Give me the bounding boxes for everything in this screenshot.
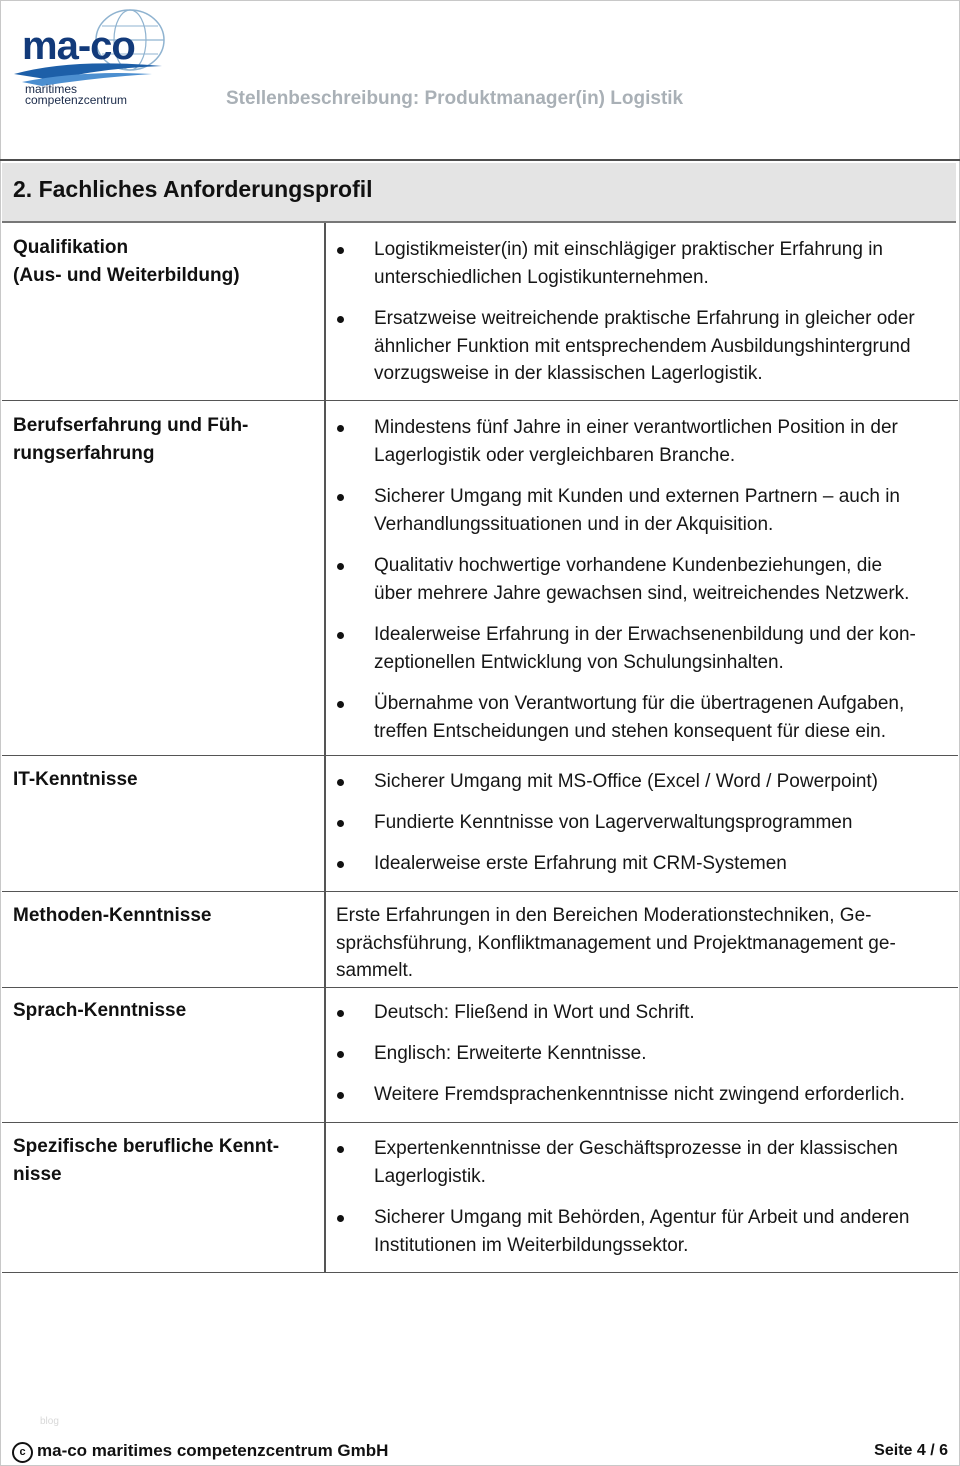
document-title: Stellenbeschreibung: Produktmanager(in) Logistik: [226, 88, 684, 109]
list-item: [336, 690, 946, 745]
list-item-line: Ersatzweise weitreichende praktische Erfahrung in gleicher oder: [374, 308, 915, 329]
bullet-icon: [337, 779, 344, 786]
row-content: [336, 902, 946, 985]
section-title: 2. Fachliches Anforderungsprofil: [13, 176, 373, 202]
list-item-line: Sicherer Umgang mit Kunden und externen Partnern – auch in: [374, 486, 900, 507]
row-label-line: rungserfahrung: [13, 443, 155, 464]
row-label: [13, 234, 303, 290]
list-item-line: Logistikmeister(in) mit einschlägiger praktischer Erfahrung in: [374, 239, 883, 260]
list-item: [336, 1081, 946, 1109]
row-label-line: nisse: [13, 1164, 62, 1185]
bullet-icon: [337, 494, 344, 501]
bullet-icon: [337, 701, 344, 708]
bullet-icon: [337, 316, 344, 323]
list-item-line: Sicherer Umgang mit Behörden, Agentur für Arbeit und anderen: [374, 1207, 910, 1228]
list-item-line: vorzugsweise in der klassischen Lagerlogistik.: [374, 363, 763, 384]
column-divider: [324, 223, 326, 400]
list-item: [336, 1204, 946, 1259]
list-item-line: treffen Entscheidungen und stehen konsequent für diese ein.: [374, 720, 886, 742]
bullet-icon: [337, 1146, 344, 1153]
row-label-line: Berufserfahrung und Füh-: [13, 415, 249, 436]
list-item-line: Mindestens fünf Jahre in einer verantwortlichen Position in der: [374, 417, 898, 438]
list-item-line: Lagerlogistik oder vergleichbaren Branche.: [374, 444, 736, 466]
bullet-icon: [337, 1010, 344, 1017]
list-item: [336, 768, 946, 796]
row-label: [13, 766, 303, 794]
table-row-methoden-kenntnisse: [2, 892, 958, 988]
bullet-icon: [337, 1092, 344, 1099]
bullet-icon: [337, 861, 344, 868]
header-divider: [0, 159, 960, 161]
footer-company: ma-co maritimes competenzcentrum GmbH: [37, 1441, 389, 1460]
bullet-icon: [337, 1215, 344, 1222]
row-label-line: Sprach-Kenntnisse: [13, 1000, 187, 1021]
column-divider: [324, 892, 326, 987]
table-row-qualifikation: [2, 223, 958, 401]
column-divider: [324, 756, 326, 891]
list-item: [336, 236, 946, 291]
table-row-sprach-kenntnisse: [2, 988, 958, 1123]
bullet-icon: [337, 425, 344, 432]
list-item: [336, 621, 946, 676]
list-item: [336, 414, 946, 469]
row-label-line: Methoden-Kenntnisse: [13, 905, 212, 926]
list-item-line: ähnlicher Funktion mit entsprechendem Ausbildungshintergrund: [374, 335, 911, 357]
row-label: [13, 997, 303, 1025]
list-item: [336, 1040, 946, 1068]
list-item: [336, 850, 946, 878]
column-divider: [324, 1123, 326, 1272]
bullet-icon: [337, 563, 344, 570]
list-item-line: Weitere Fremdsprachenkenntnisse nicht zwingend erforderlich.: [374, 1084, 905, 1105]
bullet-icon: [337, 1051, 344, 1058]
list-item-line: Qualitativ hochwertige vorhandene Kundenbeziehungen, die: [374, 555, 883, 576]
list-item: [336, 552, 946, 607]
row-label-line: (Aus- und Weiterbildung): [13, 265, 240, 286]
logo-subtitle-line2: competenzcentrum: [25, 93, 128, 107]
paragraph-line: sammelt.: [336, 960, 414, 981]
row-label-line: Qualifikation: [13, 237, 129, 258]
list-item-line: Idealerweise Erfahrung in der Erwachsenenbildung und der kon-: [374, 624, 916, 645]
paragraph-line: Erste Erfahrungen in den Bereichen Moderationstechniken, Ge-: [336, 905, 872, 926]
row-label-line: Spezifische berufliche Kennt-: [13, 1136, 280, 1157]
list-item: [336, 999, 946, 1027]
list-item: [336, 809, 946, 837]
list-item-line: unterschiedlichen Logistikunternehmen.: [374, 266, 709, 288]
bullet-icon: [337, 820, 344, 827]
list-item-line: Verhandlungssituationen und in der Akquisition.: [374, 513, 774, 535]
row-label: [13, 412, 303, 468]
column-divider: [324, 401, 326, 755]
logo-wordmark: ma-co: [22, 24, 135, 68]
bullet-icon: [337, 632, 344, 639]
footer-copyright: [12, 1441, 388, 1463]
copyright-icon: c: [12, 1442, 33, 1463]
row-label: [13, 902, 303, 930]
list-item-line: über mehrere Jahre gewachsen sind, weitreichendes Netzwerk.: [374, 582, 910, 604]
list-item-line: zeptionellen Entwicklung von Schulungsinhalten.: [374, 651, 784, 673]
list-item-line: Sicherer Umgang mit MS-Office (Excel / Word / Powerpoint): [374, 771, 879, 792]
table-row-it-kenntnisse: [2, 756, 958, 892]
list-item: [336, 483, 946, 538]
page-number: Seite 4 / 6: [874, 1442, 948, 1459]
row-content: [336, 414, 946, 745]
bullet-icon: [337, 247, 344, 254]
table-row-spezifische-kenntnisse: [2, 1123, 958, 1273]
list-item-line: Expertenkenntnisse der Geschäftsprozesse in der klassischen: [374, 1138, 898, 1159]
column-divider: [324, 988, 326, 1122]
list-item: [336, 1135, 946, 1190]
row-label: [13, 1133, 303, 1189]
watermark-text: blog: [40, 1416, 59, 1427]
list-item-line: Idealerweise erste Erfahrung mit CRM-Systemen: [374, 853, 787, 874]
list-item-line: Institutionen im Weiterbildungssektor.: [374, 1234, 689, 1256]
table-row-berufserfahrung: [2, 401, 958, 756]
list-item-line: Englisch: Erweiterte Kenntnisse.: [374, 1043, 647, 1064]
list-item: [336, 305, 946, 388]
list-item-line: Übernahme von Verantwortung für die übertragenen Aufgaben,: [374, 693, 905, 714]
row-content: [336, 1135, 946, 1259]
row-content: [336, 236, 946, 388]
list-item-line: Fundierte Kenntnisse von Lagerverwaltungsprogrammen: [374, 812, 853, 833]
list-item-line: Deutsch: Fließend in Wort und Schrift.: [374, 1002, 695, 1023]
row-label-line: IT-Kenntnisse: [13, 769, 138, 790]
paragraph-line: sprächsführung, Konfliktmanagement und Projektmanagement ge-: [336, 932, 896, 954]
row-content: [336, 999, 946, 1109]
section-heading-bar: [2, 163, 956, 223]
row-content: [336, 768, 946, 878]
logo-subtitle-line1: maritimes: [25, 82, 78, 96]
list-item-line: Lagerlogistik.: [374, 1165, 486, 1187]
